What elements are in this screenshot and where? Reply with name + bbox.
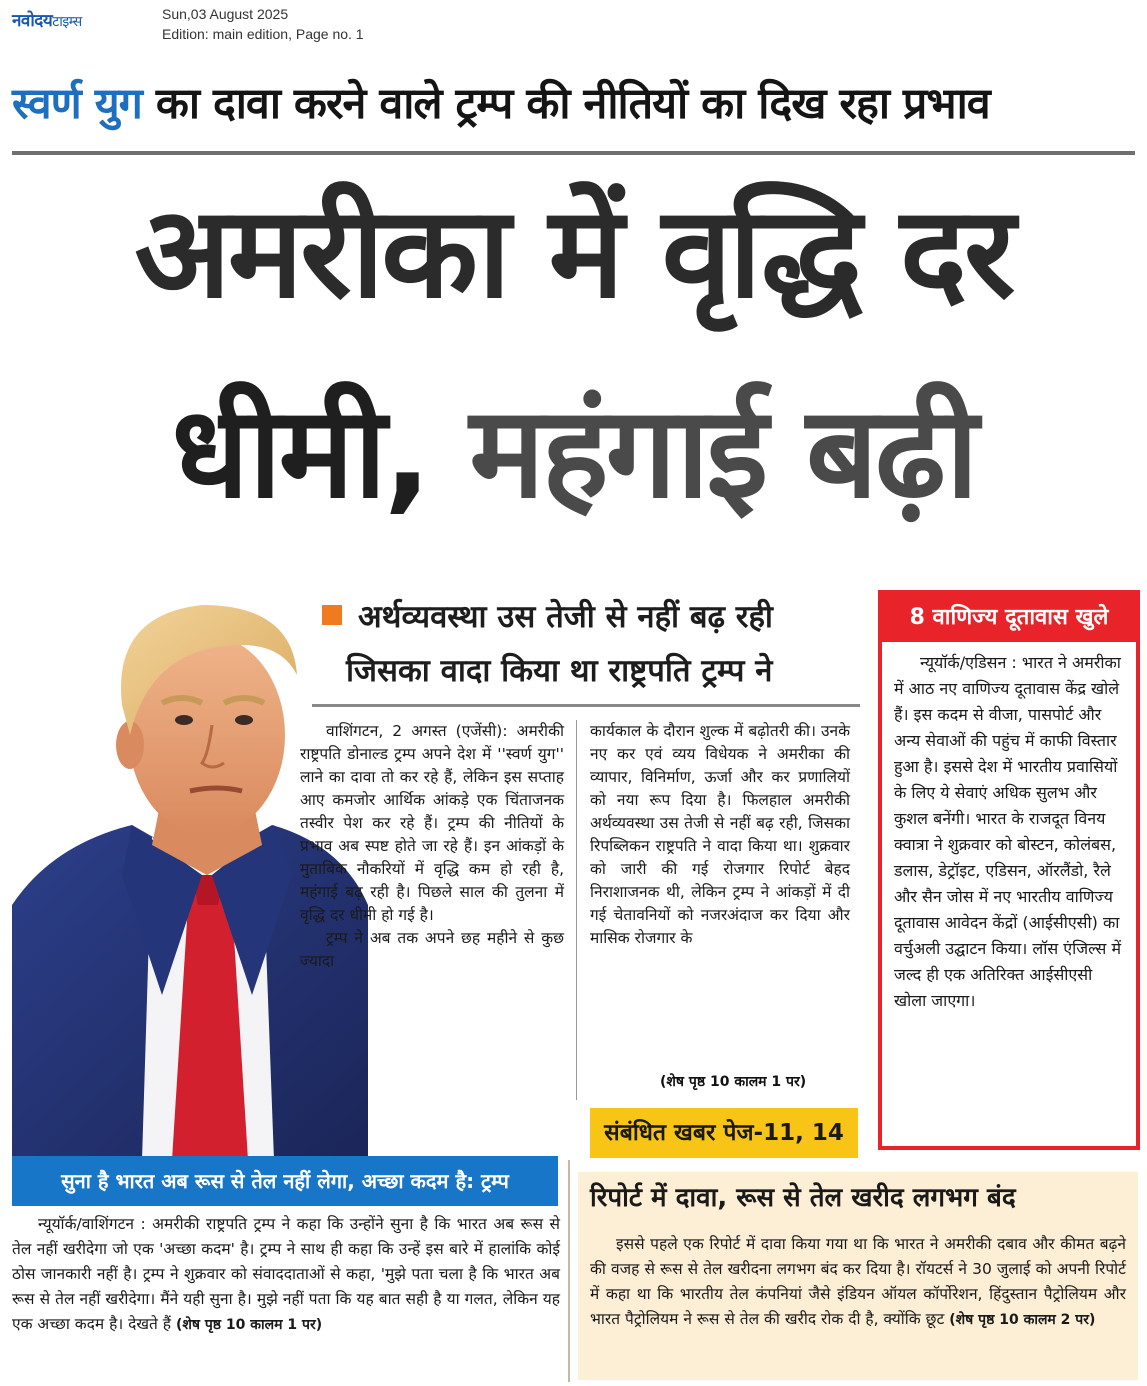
subheadline <box>322 590 862 698</box>
bullet-square-icon <box>322 605 342 625</box>
related-news-strip: संबंधित खबर पेज-11, 14 <box>590 1108 858 1158</box>
sidebox-text: न्यूयॉर्क/एडिसन : भारत ने अमरीका में आठ नए वाणिज्य दूतावास केंद्र खोले हैं। इस कदम से वीजा, पासपोर्ट और अन्य सेवाओं की पहुंच में काफी विस्तार हुआ है। इससे देश में भारतीय प्रवासियों के लिए ये सेवाएं अधिक सुलभ और कुशल बनेंगी। भारत के राजदूत विनय क्वात्रा ने शुक्रवार को बोस्टन, कोलंबस, डलास, डेट्रॉइट, एडिसन, ऑरलैंडो, रैले और सैन जोस में नए भारतीय वाणिज्य दूतावास आवेदन केंद्रों (आईसीएसी) का वर्चुअली उद्घाटन किया। लॉस एंजिल्स में जल्द ही एक अतिरिक्त आईसीएसी खोला जाएगा। <box>894 653 1122 1010</box>
story2-banner: सुना है भारत अब रूस से तेल नहीं लेगा, अच्छा कदम है: ट्रम्प <box>12 1156 558 1206</box>
masthead <box>0 0 1147 48</box>
story2-text: न्यूयॉर्क/वाशिंगटन : अमरीकी राष्ट्रपति ट्रम्प ने कहा कि उन्होंने सुना है कि भारत अब रूस से तेल नहीं खरीदेगा जो एक 'अच्छा कदम' है। ट्रम्प ने साथ ही कहा कि उन्हें इस बारे में हालांकि कोई ठोस जानकारी नहीं है। ट्रम्प ने शुक्रवार को संवाददाताओं से कहा, 'मुझे पता चला है कि भारत अब रूस से तेल नहीं खरीदेगा। मैंने यही सुना है। मुझे नहीं पता कि यह बात सही है या गलत, लेकिन यह एक अच्छा कदम है। देखते हैं <box>12 1215 560 1333</box>
kicker-rest: का दावा करने वाले ट्रम्प की नीतियों का दिख रहा प्रभाव <box>141 79 990 129</box>
kicker-rule <box>12 151 1135 155</box>
story2-body <box>12 1212 560 1338</box>
newspaper-logo <box>12 8 82 31</box>
main-story-para-2: ट्रम्प ने अब तक अपने छह महीने से कुछ ज्यादा <box>300 929 564 970</box>
main-story-para-1: वाशिंगटन, 2 अगस्त (एजेंसी): अमरीकी राष्ट्रपति डोनाल्ड ट्रम्प अपने देश में ''स्वर्ण युग'' लाने का दावा तो कर रहे हैं, लेकिन इस सप्ताह आए कमजोर आर्थिक आंकड़े एक चिंताजनक तस्वीर पेश कर रहे हैं। ट्रम्प की नीतियों के प्रभाव अब स्पष्ट होते जा रहे हैं। इन आंकड़ों के मुताबिक नौकरियों में वृद्धि कम हो रही है, महंगाई बढ़ रही है। पिछले साल की तुलना में वृद्धि दर धीमी हो गई है। <box>300 722 564 924</box>
kicker-highlight: स्वर्ण युग <box>12 79 142 129</box>
edition-label: Edition: main edition, Page no. 1 <box>162 26 364 42</box>
story3-title: रिपोर्ट में दावा, रूस से तेल खरीद लगभग बंद <box>578 1172 1138 1224</box>
bottom-divider <box>568 1160 570 1382</box>
consulate-sidebox <box>878 590 1140 1150</box>
story2-continued: (शेष पृष्ठ 10 कालम 1 पर) <box>175 1317 323 1333</box>
subhead-rule <box>312 704 860 707</box>
sidebox-body <box>882 642 1136 1014</box>
headline-line2-part2: महंगाई बढ़ी <box>469 379 976 526</box>
logo-main: नवोदय <box>12 11 53 31</box>
main-headline-line1: अमरीका में वृद्धि दर <box>134 179 1013 326</box>
logo-accent: टाइम्स <box>52 14 82 30</box>
main-story-col2-text: कार्यकाल के दौरान शुल्क में बढ़ोतरी की। उनके नए कर एवं व्यय विधेयक ने अमरीका की व्यापार, विनिर्माण, ऊर्जा और कर प्रणालियों को नया रूप दिया है। फिलहाल अमरीकी अर्थव्यवस्था उस तेजी से नहीं बढ़ रही, जिसका रिपब्लिकन राष्ट्रपति ने वादा किया था। शुक्रवार को जारी की गई रोजगार रिपोर्ट बेहद निराशाजनक थी, लेकिन ट्रम्प ने आंकड़ों में दी गई चेतावनियों को नजरअंदाज कर दिया और मासिक रोजगार के <box>590 722 850 947</box>
main-story-continued: (शेष पृष्ठ 10 कालम 1 पर) <box>660 1074 807 1090</box>
main-story-column-1 <box>300 720 564 973</box>
main-headline-line2 <box>0 378 1147 528</box>
column-divider <box>576 720 577 1100</box>
subhead-line1: अर्थव्यवस्था उस तेजी से नहीं बढ़ रही <box>358 599 773 635</box>
headline-line2-part1: धीमी, <box>171 379 429 526</box>
edition-info <box>162 4 364 44</box>
sidebox-title: 8 वाणिज्य दूतावास खुले <box>882 594 1136 642</box>
edition-date: Sun,03 August 2025 <box>162 6 289 22</box>
subhead-line2: जिसका वादा किया था राष्ट्रपति ट्रम्प ने <box>346 653 773 689</box>
story3-body <box>578 1224 1138 1380</box>
main-story-column-2 <box>590 720 850 950</box>
story3-text: इससे पहले एक रिपोर्ट में दावा किया गया था कि भारत ने अमरीकी दबाव और कीमत बढ़ने की वजह से रूस से तेल खरीदना लगभग बंद कर दिया है। रॉयटर्स ने 30 जुलाई को अपनी रिपोर्ट में कहा था कि भारतीय तेल कंपनियां जैसे इंडियन ऑयल कॉर्पोरेशन, हिंदुस्तान पैट्रोलियम और भारत पैट्रोलियम ने रूस से तेल की खरीद रोक दी है, क्योंकि छूट <box>590 1235 1126 1328</box>
kicker-headline <box>12 74 1137 134</box>
story3-continued: (शेष पृष्ठ 10 कालम 2 पर) <box>949 1312 1096 1328</box>
